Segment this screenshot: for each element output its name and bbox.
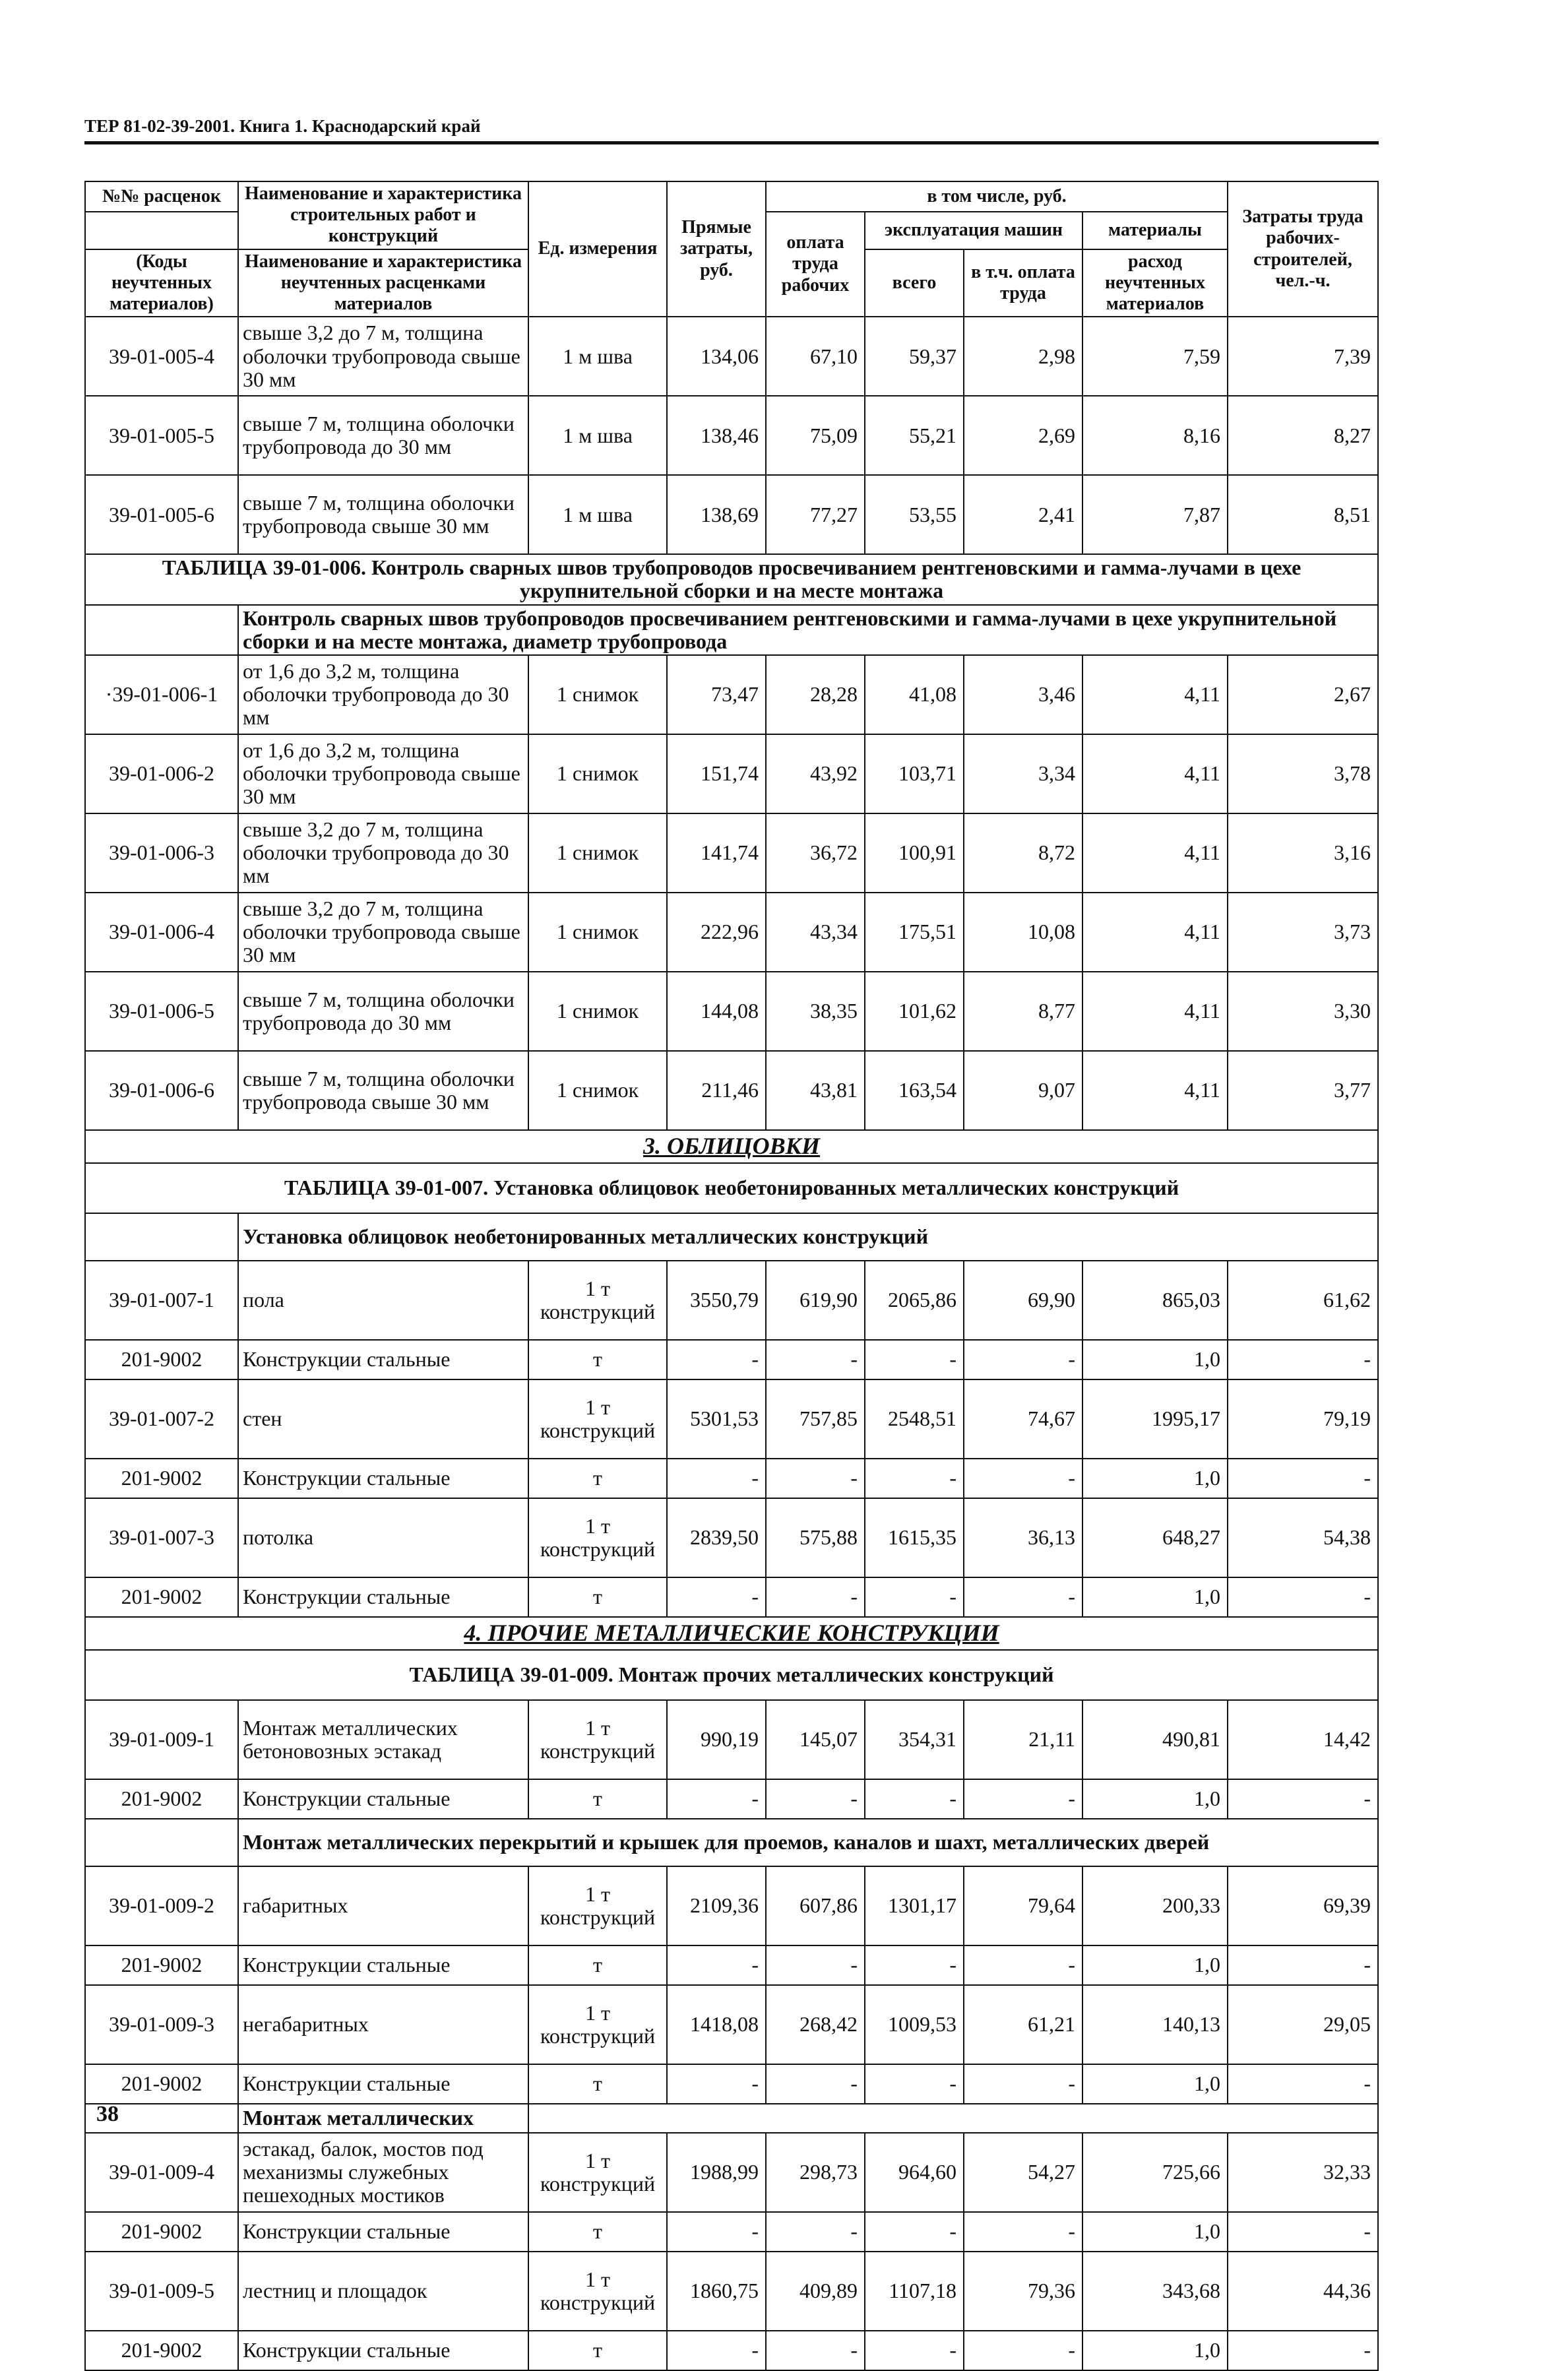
rate-row <box>85 317 1378 396</box>
rate-row <box>85 1051 1378 1130</box>
machine-pay: - <box>964 1340 1082 1379</box>
unit-cell: 1 т конструкций <box>528 1261 667 1340</box>
page-header: ТЕР 81-02-39-2001. Книга 1. Краснодарский край <box>84 116 481 136</box>
rate-row <box>85 1498 1378 1577</box>
materials-cost: 1995,17 <box>1082 1379 1228 1459</box>
subname: Монтаж металлических <box>238 2104 528 2133</box>
unit-cell: 1 снимок <box>528 1051 667 1130</box>
rate-code: 39-01-006-6 <box>85 1051 238 1130</box>
rate-code: 39-01-009-1 <box>85 1700 238 1779</box>
labor-pay: - <box>766 2331 865 2370</box>
rate-code: 39-01-005-5 <box>85 396 238 475</box>
materials-cost: 648,27 <box>1082 1498 1228 1577</box>
materials-cost: 1,0 <box>1082 1945 1228 1985</box>
direct-cost: 73,47 <box>667 655 766 734</box>
direct-cost: 2109,36 <box>667 1866 766 1945</box>
material-row <box>85 1945 1378 1985</box>
unit-cell: т <box>528 2331 667 2370</box>
direct-cost: 138,69 <box>667 475 766 554</box>
head-pay: оплата труда рабочих <box>766 212 865 317</box>
direct-cost: - <box>667 2331 766 2370</box>
machine-total: 55,21 <box>865 396 964 475</box>
table-caption-row <box>85 1650 1378 1700</box>
labor-pay: 607,86 <box>766 1866 865 1945</box>
work-name: Конструкции стальные <box>238 2064 528 2104</box>
machine-total: 163,54 <box>865 1051 964 1130</box>
machine-total: 1615,35 <box>865 1498 964 1577</box>
work-name: свыше 3,2 до 7 м, толщина оболочки трубопровода свыше 30 мм <box>238 317 528 396</box>
labor-pay: 43,34 <box>766 893 865 972</box>
labor-hours: 44,36 <box>1228 2252 1378 2331</box>
machine-total: 1301,17 <box>865 1866 964 1945</box>
rate-row <box>85 813 1378 893</box>
rate-code: 201-9002 <box>85 2212 238 2252</box>
work-name: свыше 7 м, толщина оболочки трубопровода до 30 мм <box>238 396 528 475</box>
rate-code: 39-01-006-3 <box>85 813 238 893</box>
subheading-spacer <box>85 1819 238 1866</box>
materials-cost: 1,0 <box>1082 1577 1228 1617</box>
rate-row <box>85 1379 1378 1459</box>
rate-code: 39-01-007-3 <box>85 1498 238 1577</box>
work-name: Конструкции стальные <box>238 1577 528 1617</box>
labor-hours: 29,05 <box>1228 1985 1378 2064</box>
rate-code: 201-9002 <box>85 2331 238 2370</box>
direct-cost: 141,74 <box>667 813 766 893</box>
section-row <box>85 1130 1378 1163</box>
machine-total: 2065,86 <box>865 1261 964 1340</box>
machine-total: 1009,53 <box>865 1985 964 2064</box>
table-caption: ТАБЛИЦА 39-01-006. Контроль сварных швов трубопроводов просвечиванием рентгеновскими и гамма-лучами в цехе укрупнительной сборки и на месте монтажа <box>85 554 1378 604</box>
work-name: габаритных <box>238 1866 528 1945</box>
machine-total: 100,91 <box>865 813 964 893</box>
machine-pay: - <box>964 1779 1082 1819</box>
machine-total: - <box>865 1340 964 1379</box>
direct-cost: 134,06 <box>667 317 766 396</box>
work-name: свыше 7 м, толщина оболочки трубопровода свыше 30 мм <box>238 1051 528 1130</box>
section-row <box>85 1617 1378 1650</box>
machine-total: 964,60 <box>865 2133 964 2212</box>
head-mach-pay: в т.ч. оплата труда <box>964 249 1082 317</box>
labor-pay: 75,09 <box>766 396 865 475</box>
materials-cost: 343,68 <box>1082 2252 1228 2331</box>
head-material-use: расход неучтенных материалов <box>1082 249 1228 317</box>
work-name: свыше 7 м, толщина оболочки трубопровода свыше 30 мм <box>238 475 528 554</box>
rate-row <box>85 734 1378 813</box>
work-name: Монтаж металлических бетоновозных эстакад <box>238 1700 528 1779</box>
unit-cell: 1 снимок <box>528 813 667 893</box>
rate-code: 39-01-007-1 <box>85 1261 238 1340</box>
subname-row <box>85 2104 1378 2133</box>
machine-pay: 2,98 <box>964 317 1082 396</box>
machine-pay: - <box>964 1577 1082 1617</box>
material-row <box>85 1459 1378 1498</box>
machine-total: - <box>865 2064 964 2104</box>
materials-cost: 8,16 <box>1082 396 1228 475</box>
unit-cell: 1 т конструкций <box>528 1379 667 1459</box>
unit-cell: 1 снимок <box>528 893 667 972</box>
rate-code: 39-01-007-2 <box>85 1379 238 1459</box>
work-name: свыше 3,2 до 7 м, толщина оболочки трубопровода свыше 30 мм <box>238 893 528 972</box>
rate-code: 39-01-009-4 <box>85 2133 238 2212</box>
labor-pay: - <box>766 1779 865 1819</box>
work-name: от 1,6 до 3,2 м, толщина оболочки трубопровода свыше 30 мм <box>238 734 528 813</box>
rate-code: 201-9002 <box>85 1340 238 1379</box>
rate-code: 39-01-006-5 <box>85 972 238 1051</box>
work-name: Конструкции стальные <box>238 2331 528 2370</box>
labor-hours: - <box>1228 1340 1378 1379</box>
labor-hours: 79,19 <box>1228 1379 1378 1459</box>
materials-cost: 7,59 <box>1082 317 1228 396</box>
unit-cell: 1 т конструкций <box>528 2133 667 2212</box>
labor-pay: 619,90 <box>766 1261 865 1340</box>
labor-hours: - <box>1228 1577 1378 1617</box>
subheading-spacer <box>85 1213 238 1261</box>
direct-cost: 2839,50 <box>667 1498 766 1577</box>
materials-cost: 4,11 <box>1082 1051 1228 1130</box>
rate-code: ·39-01-006-1 <box>85 655 238 734</box>
machine-pay: - <box>964 2331 1082 2370</box>
section-title: 4. ПРОЧИЕ МЕТАЛЛИЧЕСКИЕ КОНСТРУКЦИИ <box>85 1617 1378 1650</box>
subheading: Установка облицовок необетонированных металлических конструкций <box>238 1213 1378 1261</box>
head-incl: в том числе, руб. <box>766 181 1228 212</box>
work-name: Конструкции стальные <box>238 1945 528 1985</box>
labor-hours: 8,27 <box>1228 396 1378 475</box>
rates-table <box>84 181 1379 2371</box>
unit-cell: 1 м шва <box>528 317 667 396</box>
machine-total: 101,62 <box>865 972 964 1051</box>
rate-code: 39-01-005-6 <box>85 475 238 554</box>
rate-row <box>85 1700 1378 1779</box>
machine-total: 103,71 <box>865 734 964 813</box>
materials-cost: 1,0 <box>1082 1779 1228 1819</box>
machine-pay: 69,90 <box>964 1261 1082 1340</box>
table-caption-row <box>85 1163 1378 1213</box>
labor-hours: 69,39 <box>1228 1866 1378 1945</box>
unit-cell: т <box>528 2212 667 2252</box>
machine-pay: 21,11 <box>964 1700 1082 1779</box>
machine-pay: 61,21 <box>964 1985 1082 2064</box>
materials-cost: 4,11 <box>1082 813 1228 893</box>
subheading-row <box>85 1819 1378 1866</box>
head-code-materials: (Коды неучтенных материалов) <box>85 249 238 317</box>
table-caption: ТАБЛИЦА 39-01-007. Установка облицовок необетонированных металлических конструкций <box>85 1163 1378 1213</box>
materials-cost: 200,33 <box>1082 1866 1228 1945</box>
machine-pay: 36,13 <box>964 1498 1082 1577</box>
labor-hours: 54,38 <box>1228 1498 1378 1577</box>
labor-pay: 67,10 <box>766 317 865 396</box>
rate-code: 39-01-009-5 <box>85 2252 238 2331</box>
labor-hours: 3,73 <box>1228 893 1378 972</box>
machine-total: - <box>865 1577 964 1617</box>
labor-hours: 3,30 <box>1228 972 1378 1051</box>
unit-cell: 1 т конструкций <box>528 2252 667 2331</box>
work-name: Конструкции стальные <box>238 1340 528 1379</box>
labor-pay: 43,92 <box>766 734 865 813</box>
direct-cost: 1988,99 <box>667 2133 766 2212</box>
head-code-blank <box>85 212 238 249</box>
materials-cost: 865,03 <box>1082 1261 1228 1340</box>
rate-row <box>85 2252 1378 2331</box>
work-name: Конструкции стальные <box>238 2212 528 2252</box>
materials-cost: 4,11 <box>1082 655 1228 734</box>
subheading: Монтаж металлических перекрытий и крышек для проемов, каналов и шахт, металлических дверей <box>238 1819 1378 1866</box>
labor-pay: 298,73 <box>766 2133 865 2212</box>
labor-pay: 145,07 <box>766 1700 865 1779</box>
direct-cost: - <box>667 1459 766 1498</box>
direct-cost: - <box>667 1340 766 1379</box>
materials-cost: 1,0 <box>1082 2212 1228 2252</box>
materials-cost: 1,0 <box>1082 2064 1228 2104</box>
head-unit: Ед. измерения <box>528 181 667 317</box>
materials-cost: 725,66 <box>1082 2133 1228 2212</box>
machine-total: - <box>865 2212 964 2252</box>
direct-cost: 3550,79 <box>667 1261 766 1340</box>
table-body <box>85 317 1378 2370</box>
machine-total: - <box>865 1779 964 1819</box>
labor-pay: - <box>766 2212 865 2252</box>
unit-cell: т <box>528 1340 667 1379</box>
machine-total: - <box>865 1945 964 1985</box>
subheading: Контроль сварных швов трубопроводов просвечиванием рентгеновскими и гамма-лучами в цехе укрупнительной сборки и на месте монтажа, диаметр трубопровода <box>238 605 1378 655</box>
direct-cost: - <box>667 1577 766 1617</box>
work-name: эстакад, балок, мостов под механизмы служебных пешеходных мостиков <box>238 2133 528 2212</box>
unit-cell: 1 т конструкций <box>528 1866 667 1945</box>
table-head <box>85 181 1378 317</box>
direct-cost: - <box>667 1779 766 1819</box>
rate-row <box>85 475 1378 554</box>
machine-pay: 3,34 <box>964 734 1082 813</box>
machine-pay: 8,72 <box>964 813 1082 893</box>
material-row <box>85 2212 1378 2252</box>
unit-cell: 1 снимок <box>528 655 667 734</box>
labor-hours: 14,42 <box>1228 1700 1378 1779</box>
labor-pay: 409,89 <box>766 2252 865 2331</box>
labor-hours: - <box>1228 1779 1378 1819</box>
material-row <box>85 2064 1378 2104</box>
unit-cell: 1 т конструкций <box>528 1700 667 1779</box>
work-name: свыше 7 м, толщина оболочки трубопровода до 30 мм <box>238 972 528 1051</box>
materials-cost: 1,0 <box>1082 1459 1228 1498</box>
machine-pay: 10,08 <box>964 893 1082 972</box>
head-mach-total: всего <box>865 249 964 317</box>
direct-cost: - <box>667 2212 766 2252</box>
rate-row <box>85 1261 1378 1340</box>
labor-hours: 8,51 <box>1228 475 1378 554</box>
machine-pay: 9,07 <box>964 1051 1082 1130</box>
unit-cell: т <box>528 1779 667 1819</box>
direct-cost: 144,08 <box>667 972 766 1051</box>
head-materials: материалы <box>1082 212 1228 249</box>
page-number: 38 <box>96 2102 119 2126</box>
labor-pay: 28,28 <box>766 655 865 734</box>
labor-hours: - <box>1228 1945 1378 1985</box>
header-rule <box>84 141 1379 144</box>
direct-cost: 138,46 <box>667 396 766 475</box>
material-row <box>85 1340 1378 1379</box>
machine-total: 53,55 <box>865 475 964 554</box>
direct-cost: 151,74 <box>667 734 766 813</box>
head-labor: Затраты труда рабочих-строителей, чел.-ч. <box>1228 181 1378 317</box>
labor-pay: - <box>766 1577 865 1617</box>
rate-row <box>85 893 1378 972</box>
labor-pay: 575,88 <box>766 1498 865 1577</box>
labor-pay: - <box>766 1945 865 1985</box>
labor-hours: 7,39 <box>1228 317 1378 396</box>
head-machines: эксплуатация машин <box>865 212 1082 249</box>
labor-pay: 757,85 <box>766 1379 865 1459</box>
machine-pay: 8,77 <box>964 972 1082 1051</box>
machine-total: 41,08 <box>865 655 964 734</box>
machine-pay: - <box>964 1945 1082 1985</box>
head-name-materials: Наименование и характеристика неучтенных расценками материалов <box>238 249 528 317</box>
rate-code: 39-01-006-4 <box>85 893 238 972</box>
labor-pay: 77,27 <box>766 475 865 554</box>
work-name: Конструкции стальные <box>238 1459 528 1498</box>
materials-cost: 4,11 <box>1082 893 1228 972</box>
labor-hours: 32,33 <box>1228 2133 1378 2212</box>
rate-code: 201-9002 <box>85 1945 238 1985</box>
work-name: Конструкции стальные <box>238 1779 528 1819</box>
direct-cost: 990,19 <box>667 1700 766 1779</box>
machine-total: - <box>865 1459 964 1498</box>
labor-hours: - <box>1228 2331 1378 2370</box>
materials-cost: 4,11 <box>1082 972 1228 1051</box>
rate-code: 201-9002 <box>85 1577 238 1617</box>
unit-cell: 1 т конструкций <box>528 1985 667 2064</box>
machine-pay: 3,46 <box>964 655 1082 734</box>
labor-hours: 61,62 <box>1228 1261 1378 1340</box>
direct-cost: 211,46 <box>667 1051 766 1130</box>
work-name: лестниц и площадок <box>238 2252 528 2331</box>
machine-pay: - <box>964 1459 1082 1498</box>
rate-row <box>85 655 1378 734</box>
unit-cell: 1 снимок <box>528 734 667 813</box>
direct-cost: 222,96 <box>667 893 766 972</box>
rate-row <box>85 396 1378 475</box>
labor-pay: 38,35 <box>766 972 865 1051</box>
machine-total: 354,31 <box>865 1700 964 1779</box>
work-name: потолка <box>238 1498 528 1577</box>
subheading-row <box>85 605 1378 655</box>
material-row <box>85 2331 1378 2370</box>
rate-code: 39-01-009-2 <box>85 1866 238 1945</box>
subname-fill <box>528 2104 1378 2133</box>
unit-cell: 1 т конструкций <box>528 1498 667 1577</box>
rate-row <box>85 1985 1378 2064</box>
subheading-row <box>85 1213 1378 1261</box>
work-name: стен <box>238 1379 528 1459</box>
machine-pay: 2,69 <box>964 396 1082 475</box>
direct-cost: - <box>667 2064 766 2104</box>
head-code: №№ расценок <box>85 181 238 212</box>
unit-cell: т <box>528 1459 667 1498</box>
head-name: Наименование и характеристика строительных работ и конструкций <box>238 181 528 249</box>
materials-cost: 4,11 <box>1082 734 1228 813</box>
direct-cost: 1860,75 <box>667 2252 766 2331</box>
rate-code: 201-9002 <box>85 1779 238 1819</box>
direct-cost: 1418,08 <box>667 1985 766 2064</box>
materials-cost: 1,0 <box>1082 2331 1228 2370</box>
machine-pay: 79,36 <box>964 2252 1082 2331</box>
rate-row <box>85 1866 1378 1945</box>
materials-cost: 140,13 <box>1082 1985 1228 2064</box>
material-row <box>85 1779 1378 1819</box>
rate-code: 201-9002 <box>85 1459 238 1498</box>
machine-pay: 54,27 <box>964 2133 1082 2212</box>
machine-pay: 74,67 <box>964 1379 1082 1459</box>
machine-pay: - <box>964 2212 1082 2252</box>
labor-hours: - <box>1228 2212 1378 2252</box>
rate-row <box>85 2133 1378 2212</box>
machine-total: - <box>865 2331 964 2370</box>
unit-cell: т <box>528 1945 667 1985</box>
head-direct: Прямые затраты, руб. <box>667 181 766 317</box>
subheading-spacer <box>85 605 238 655</box>
labor-hours: 3,78 <box>1228 734 1378 813</box>
rate-code: 39-01-006-2 <box>85 734 238 813</box>
machine-total: 59,37 <box>865 317 964 396</box>
rate-code: 39-01-005-4 <box>85 317 238 396</box>
section-title: 3. ОБЛИЦОВКИ <box>85 1130 1378 1163</box>
unit-cell: 1 м шва <box>528 475 667 554</box>
materials-cost: 7,87 <box>1082 475 1228 554</box>
rate-code: 39-01-009-3 <box>85 1985 238 2064</box>
rate-code: 201-9002 <box>85 2064 238 2104</box>
labor-pay: - <box>766 1340 865 1379</box>
work-name: негабаритных <box>238 1985 528 2064</box>
labor-pay: 268,42 <box>766 1985 865 2064</box>
machine-pay: - <box>964 2064 1082 2104</box>
work-name: свыше 3,2 до 7 м, толщина оболочки трубопровода до 30 мм <box>238 813 528 893</box>
unit-cell: 1 снимок <box>528 972 667 1051</box>
materials-cost: 1,0 <box>1082 1340 1228 1379</box>
labor-pay: 43,81 <box>766 1051 865 1130</box>
labor-hours: - <box>1228 1459 1378 1498</box>
materials-cost: 490,81 <box>1082 1700 1228 1779</box>
unit-cell: 1 м шва <box>528 396 667 475</box>
unit-cell: т <box>528 2064 667 2104</box>
labor-pay: 36,72 <box>766 813 865 893</box>
table-caption-row <box>85 554 1378 604</box>
direct-cost: 5301,53 <box>667 1379 766 1459</box>
labor-pay: - <box>766 2064 865 2104</box>
table-caption: ТАБЛИЦА 39-01-009. Монтаж прочих металлических конструкций <box>85 1650 1378 1700</box>
rate-row <box>85 972 1378 1051</box>
machine-pay: 79,64 <box>964 1866 1082 1945</box>
labor-hours: 3,77 <box>1228 1051 1378 1130</box>
machine-total: 2548,51 <box>865 1379 964 1459</box>
labor-pay: - <box>766 1459 865 1498</box>
work-name: от 1,6 до 3,2 м, толщина оболочки трубопровода до 30 мм <box>238 655 528 734</box>
labor-hours: - <box>1228 2064 1378 2104</box>
machine-pay: 2,41 <box>964 475 1082 554</box>
labor-hours: 3,16 <box>1228 813 1378 893</box>
direct-cost: - <box>667 1945 766 1985</box>
unit-cell: т <box>528 1577 667 1617</box>
work-name: пола <box>238 1261 528 1340</box>
machine-total: 1107,18 <box>865 2252 964 2331</box>
material-row <box>85 1577 1378 1617</box>
machine-total: 175,51 <box>865 893 964 972</box>
labor-hours: 2,67 <box>1228 655 1378 734</box>
